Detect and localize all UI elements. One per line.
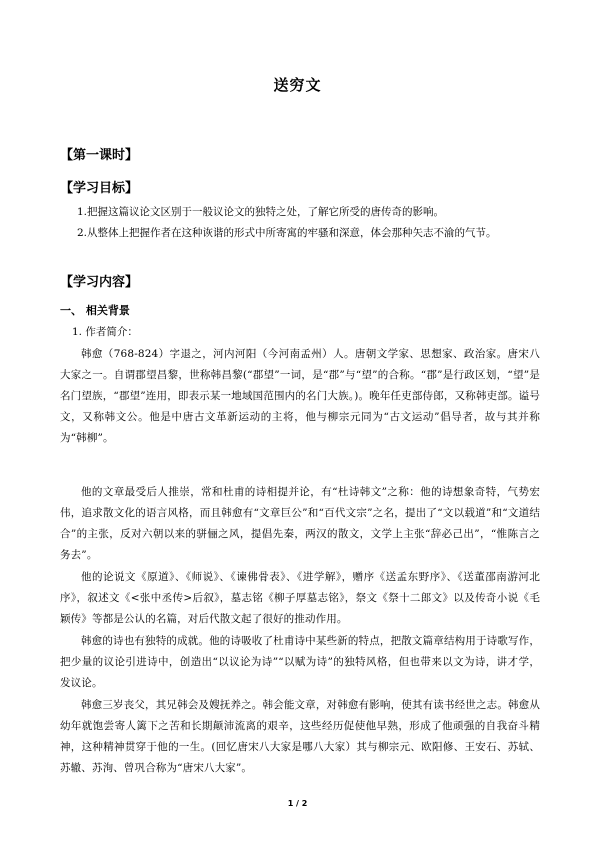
author-intro-label: 1. 作者简介：	[72, 326, 138, 338]
document-title: 送穷文	[273, 76, 322, 94]
section-heading-background: 一、 相关背景	[60, 304, 130, 317]
content-heading: 【学习内容】	[60, 275, 139, 290]
paragraph-3: 他的论说文《原道》、《师说》、《谏佛骨表》、《进学解》，赠序《送孟东野序》、《送董邵南游河北序》，叙述文《<张中丞传>后叙》，墓志铭《柳子厚墓志铭》，祭文《祭十二郎文》以及传奇小说《毛颖传》等都是公认的名篇，对后代散文起了很好的推动作用。	[60, 571, 540, 625]
lesson-heading: 【第一课时】	[60, 148, 139, 163]
goals-heading: 【学习目标】	[60, 181, 139, 196]
page-number: 1 / 2	[287, 799, 308, 808]
paragraph-5: 韩愈三岁丧父，其兄韩会及嫂抚养之。韩会能文章，对韩愈有影响，使其有读书经世之志。韩愈从幼年就饱尝寄人篱下之苦和长期颠沛流离的艰辛，这些经历促使他早熟，形成了他顽强的自我奋斗精神，这种精神贯穿于他的一生。(回忆唐宋八大家是哪八大家）其与柳宗元、欧阳修、王安石、苏轼、苏辙、苏洵、曾巩合称为“唐宋八大家”。	[60, 699, 540, 774]
goal-item-2: 2.从整体上把握作者在这种诙谐的形式中所寄寓的牢骚和深意，体会那种矢志不渝的气节。	[77, 227, 497, 239]
paragraph-4: 韩愈的诗也有独特的成就。他的诗吸收了杜甫诗中某些新的特点，把散文篇章结构用于诗歌写作，把少量的议论引进诗中，创造出“以议论为诗”“以赋为诗”的独特风格，但也带来以文为诗，讲才学，发议论。	[60, 635, 540, 689]
paragraph-1: 韩愈（768-824）字退之，河内河阳（今河南孟州）人。唐朝文学家、思想家、政治家。唐宋八大家之一。自谓郡望昌黎，世称韩昌黎(“郡望”一词，是“郡”与“望”的合称。“郡”是行政区划，“望”是名门望族，“郡望”连用，即表示某一地域国范围内的名门大族。)。晚年任吏部侍郎，又称韩吏部。谥号文，又称韩文公。他是中唐古文革新运动的主将，他与柳宗元同为“古文运动”倡导者，故与其并称为“韩柳”。	[60, 348, 540, 444]
paragraph-2: 他的文章最受后人推崇，常和杜甫的诗相提并论，有“杜诗韩文”之称：他的诗想象奇特，气势宏伟，追求散文化的语言风格，而且韩愈有“文章巨公”和“百代文宗”之名，提出了“文以载道”和“文道结合”的主张，反对六朝以来的骈俪之风，提倡先秦，两汉的散文，文学上主张“辞必己出”，“惟陈言之务去”。	[60, 486, 540, 561]
goal-item-1: 1.把握这篇议论文区别于一般议论文的独特之处，了解它所受的唐传奇的影响。	[77, 206, 445, 218]
